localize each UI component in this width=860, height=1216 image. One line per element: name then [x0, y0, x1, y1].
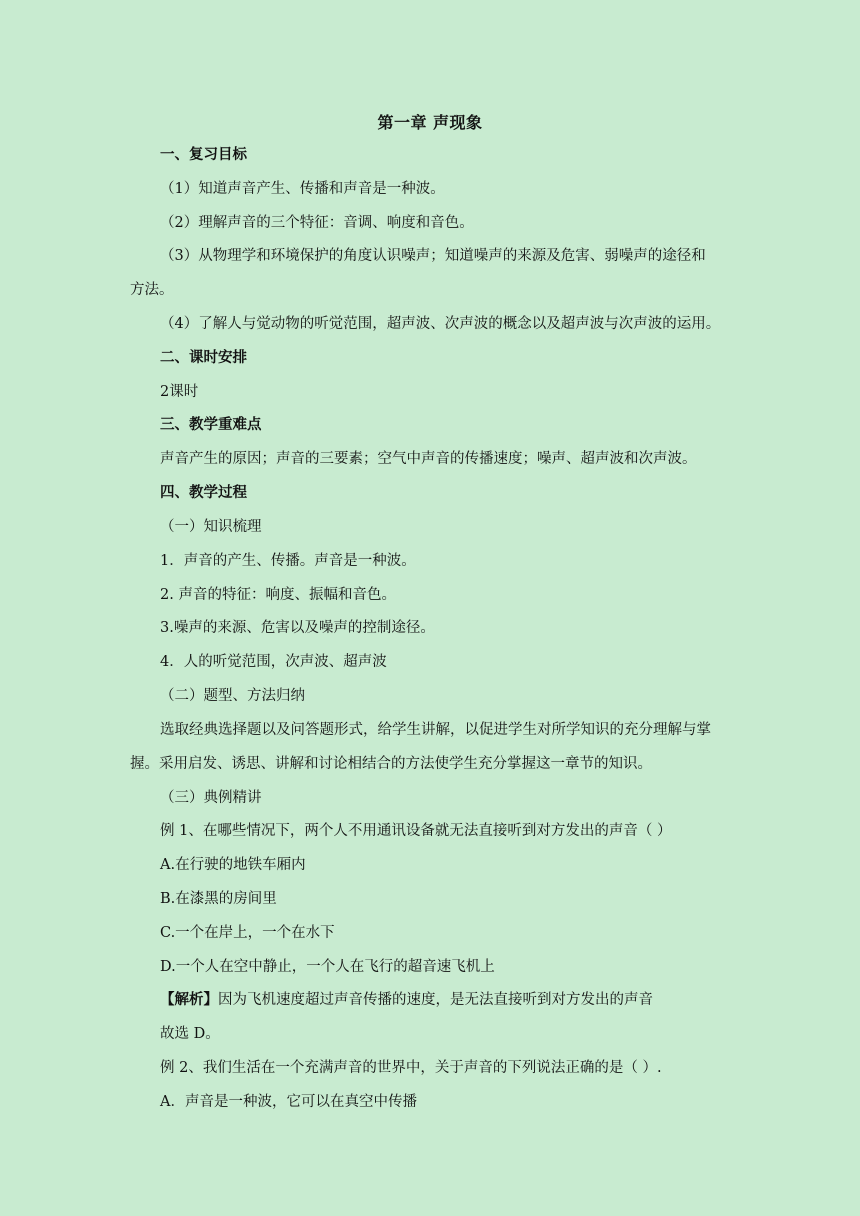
analysis-text: 因为飞机速度超过声音传播的速度，是无法直接听到对方发出的声音	[218, 992, 653, 1008]
example-1-analysis	[160, 990, 653, 1010]
goal-item-1: （1）知道声音产生、传播和声音是一种波。	[160, 181, 445, 197]
knowledge-item-2: 2. 声音的特征：响度、振幅和音色。	[160, 587, 396, 603]
goal-item-3-line2: 方法。	[130, 282, 174, 298]
section-heading-process: 四、教学过程	[160, 484, 247, 501]
example-2-option-a: A．声音是一种波，它可以在真空中传播	[160, 1094, 417, 1110]
knowledge-item-3: 3.噪声的来源、危害以及噪声的控制途径。	[160, 620, 435, 636]
example-2-question: 例 2、我们生活在一个充满声音的世界中，关于声音的下列说法正确的是（ ）.	[160, 1060, 662, 1076]
goal-item-3-line1: （3）从物理学和环境保护的角度认识噪声；知道噪声的来源及危害、弱噪声的途径和	[160, 248, 706, 264]
chapter-title: 第一章 声现象	[377, 113, 483, 132]
methods-text-line2: 握。采用启发、诱思、讲解和讨论相结合的方法使学生充分掌握这一章节的知识。	[130, 756, 652, 772]
key-points-text: 声音产生的原因；声音的三要素；空气中声音的传播速度；噪声、超声波和次声波。	[160, 451, 697, 467]
example-1-option-b: B.在漆黑的房间里	[160, 891, 277, 907]
example-1-option-a: A.在行驶的地铁车厢内	[160, 857, 306, 873]
subheading-methods: （二）题型、方法归纳	[160, 688, 305, 704]
methods-text-line1: 选取经典选择题以及问答题形式，给学生讲解，以促进学生对所学知识的充分理解与掌	[160, 722, 711, 738]
goal-item-4: （4）了解人与觉动物的听觉范围，超声波、次声波的概念以及超声波与次声波的运用。	[160, 316, 721, 332]
example-1-option-d: D.一个人在空中静止，一个人在飞行的超音速飞机上	[160, 959, 495, 975]
analysis-tag: 【解析】	[160, 991, 218, 1008]
subheading-knowledge: （一）知识梳理	[160, 519, 262, 535]
knowledge-item-1: 1．声音的产生、传播。声音是一种波。	[160, 553, 416, 569]
class-hours: 2课时	[160, 384, 199, 400]
knowledge-item-4: 4．人的听觉范围，次声波、超声波	[160, 654, 387, 670]
goal-item-2: （2）理解声音的三个特征：音调、响度和音色。	[160, 215, 474, 231]
example-1-option-c: C.一个在岸上，一个在水下	[160, 925, 335, 941]
example-1-question: 例 1、在哪些情况下，两个人不用通讯设备就无法直接听到对方发出的声音（ ）	[160, 823, 672, 839]
section-heading-key-points: 三、教学重难点	[160, 416, 262, 433]
section-heading-review-goals: 一、复习目标	[160, 146, 247, 163]
example-1-answer: 故选 D。	[160, 1026, 220, 1042]
section-heading-schedule: 二、课时安排	[160, 349, 247, 366]
subheading-examples: （三）典例精讲	[160, 790, 262, 806]
